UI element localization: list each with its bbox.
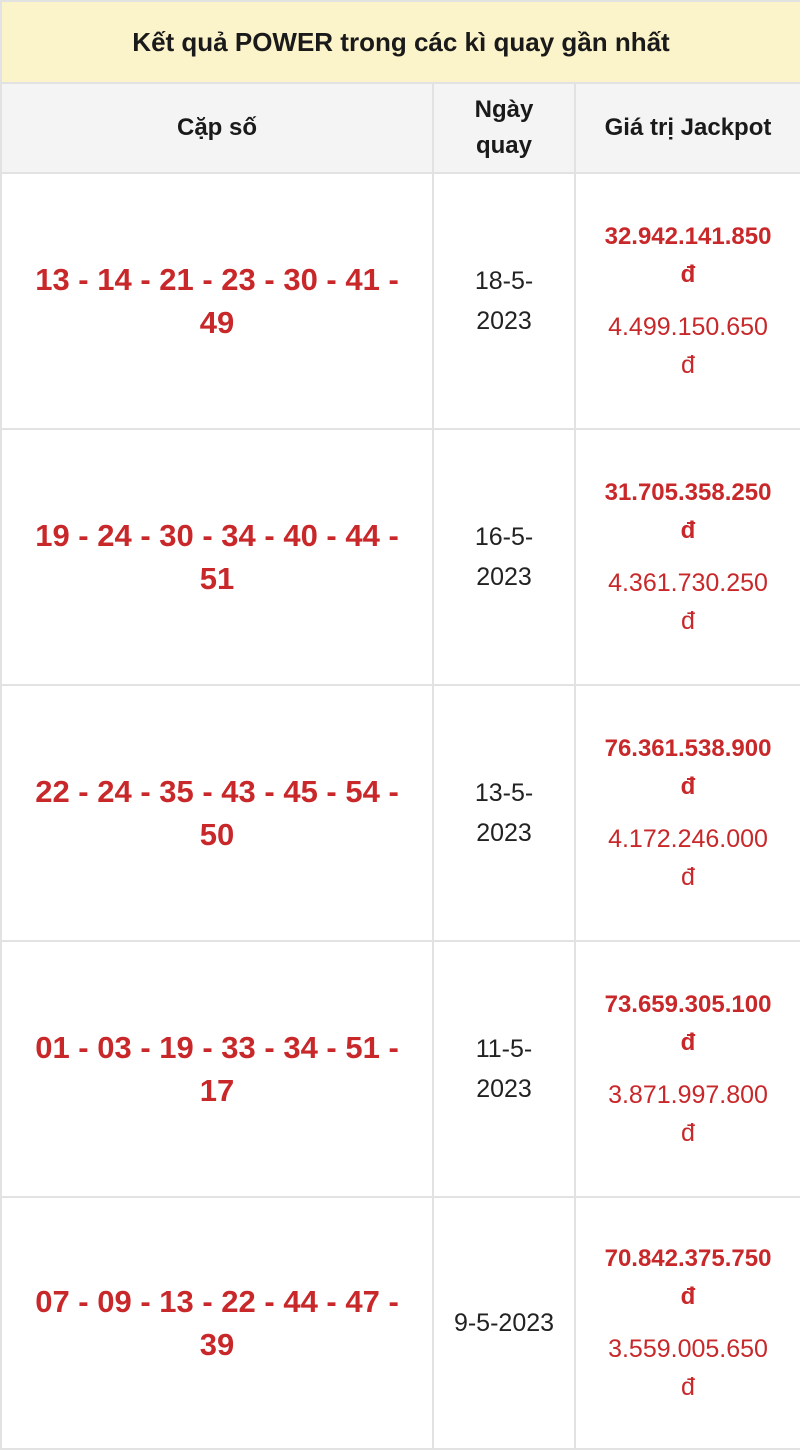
numbers-line1: 01 - 03 - 19 - 33 - 34 - 51 -: [35, 1030, 399, 1065]
jackpot2-value: [576, 1076, 800, 1152]
jackpot1-currency: đ: [680, 1283, 696, 1310]
numbers-line2: 39: [199, 1327, 235, 1362]
date-line2: 2023: [476, 819, 532, 847]
header-jackpot: Giá trị Jackpot: [575, 83, 800, 173]
jackpot-cell: [575, 685, 800, 941]
numbers-line1: 19 - 24 - 30 - 34 - 40 - 44 -: [35, 518, 399, 553]
jackpot2-amount: 4.172.246.000: [608, 825, 768, 853]
date-line1: 16-5-: [474, 523, 534, 551]
jackpot2-currency: đ: [681, 607, 695, 635]
date-cell: [433, 941, 575, 1197]
jackpot-cell: [575, 941, 800, 1197]
table-row: [1, 1197, 800, 1449]
jackpot1-currency: đ: [680, 773, 696, 800]
table-row: [1, 685, 800, 941]
jackpot2-value: [576, 308, 800, 384]
jackpot2-value: [576, 1330, 800, 1406]
numbers-line1: 22 - 24 - 35 - 43 - 45 - 54 -: [35, 774, 399, 809]
jackpot-cell: [575, 429, 800, 685]
jackpot1-value: [576, 1240, 800, 1316]
table-title: Kết quả POWER trong các kì quay gần nhất: [1, 1, 800, 83]
numbers-line2: 51: [199, 561, 235, 596]
date-cell: [433, 685, 575, 941]
jackpot1-currency: đ: [680, 261, 696, 288]
numbers-line2: 17: [199, 1073, 235, 1108]
numbers-cell: [1, 941, 433, 1197]
date-line1: 18-5-: [474, 267, 534, 295]
jackpot2-currency: đ: [681, 1119, 695, 1147]
jackpot2-amount: 4.361.730.250: [608, 569, 768, 597]
jackpot1-currency: đ: [680, 517, 696, 544]
jackpot1-amount: 76.361.538.900: [604, 735, 772, 762]
table-row: [1, 173, 800, 429]
date-line2: 2023: [476, 1075, 532, 1103]
numbers-line1: 13 - 14 - 21 - 23 - 30 - 41 -: [35, 262, 399, 297]
jackpot1-amount: 32.942.141.850: [604, 223, 772, 250]
header-date: [433, 83, 575, 173]
jackpot1-amount: 31.705.358.250: [604, 479, 772, 506]
date-line1: 9-5-2023: [453, 1309, 555, 1337]
jackpot2-currency: đ: [681, 1373, 695, 1401]
jackpot2-amount: 3.559.005.650: [608, 1335, 768, 1363]
numbers-line2: 50: [199, 817, 235, 852]
jackpot2-currency: đ: [681, 863, 695, 891]
date-line2: 2023: [476, 563, 532, 591]
numbers-cell: [1, 173, 433, 429]
numbers-cell: [1, 1197, 433, 1449]
jackpot-cell: [575, 1197, 800, 1449]
numbers-cell: [1, 685, 433, 941]
jackpot-cell: [575, 173, 800, 429]
jackpot2-value: [576, 564, 800, 640]
jackpot1-value: [576, 474, 800, 550]
table-row: [1, 941, 800, 1197]
numbers-line1: 07 - 09 - 13 - 22 - 44 - 47 -: [35, 1284, 399, 1319]
jackpot2-value: [576, 820, 800, 896]
date-line1: 13-5-: [474, 779, 534, 807]
header-date-line1: Ngày: [474, 96, 534, 123]
numbers-cell: [1, 429, 433, 685]
jackpot1-amount: 70.842.375.750: [604, 1245, 772, 1272]
header-row: [1, 83, 800, 173]
date-cell: [433, 173, 575, 429]
jackpot1-value: [576, 986, 800, 1062]
title-row: [1, 1, 800, 83]
jackpot1-amount: 73.659.305.100: [604, 991, 772, 1018]
jackpot1-value: [576, 730, 800, 806]
jackpot1-value: [576, 218, 800, 294]
date-cell: [433, 1197, 575, 1449]
date-line2: 2023: [476, 307, 532, 335]
jackpot2-amount: 3.871.997.800: [608, 1081, 768, 1109]
table-row: [1, 429, 800, 685]
header-date-line2: quay: [475, 132, 532, 159]
jackpot2-currency: đ: [681, 351, 695, 379]
header-numbers: Cặp số: [1, 83, 433, 173]
jackpot2-amount: 4.499.150.650: [608, 313, 768, 341]
date-line1: 11-5-: [475, 1035, 533, 1063]
jackpot1-currency: đ: [680, 1029, 696, 1056]
numbers-line2: 49: [199, 305, 235, 340]
date-cell: [433, 429, 575, 685]
